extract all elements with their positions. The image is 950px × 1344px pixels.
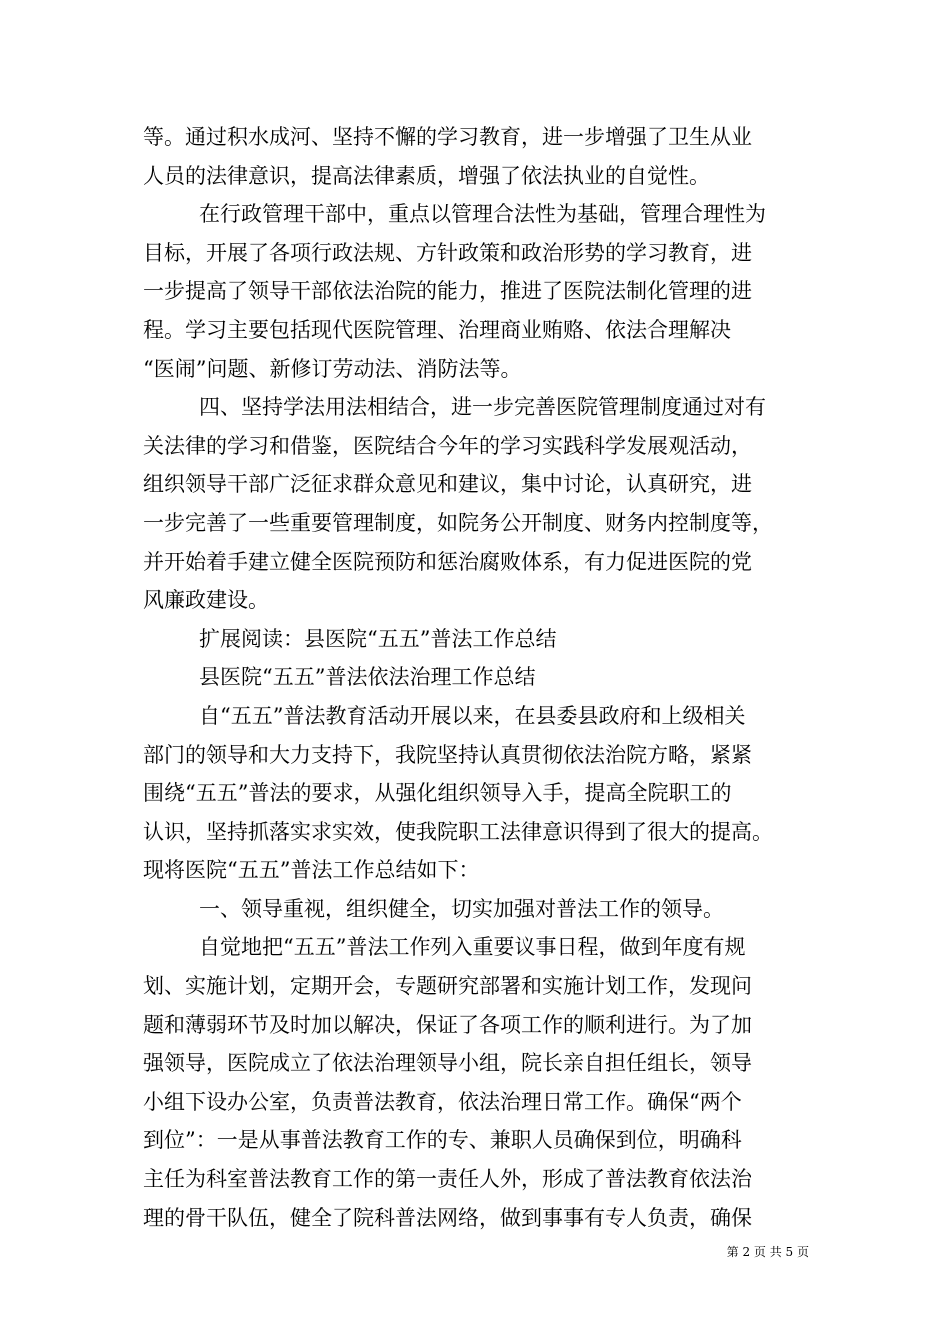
document-body xyxy=(143,118,808,1237)
text-line: 强领导，医院成立了依法治理领导小组，院长亲自担任组长，领导 xyxy=(143,1051,752,1076)
text-line: 关法律的学习和借鉴，医院结合今年的学习实践科学发展观活动， xyxy=(143,433,752,458)
text-line: 主任为科室普法教育工作的第一责任人外，形成了普法教育依法治 xyxy=(143,1167,752,1192)
text-line: 目标，开展了各项行政法规、方针政策和政治形势的学习教育，进 xyxy=(143,240,752,265)
extended-reading-heading: 扩展阅读：县医院“五五”普法工作总结 xyxy=(199,626,557,651)
text-line: 一步完善了一些重要管理制度，如院务公开制度、财务内控制度等， xyxy=(143,510,773,535)
text-line: 小组下设办公室，负责普法教育，依法治理日常工作。确保“两个 xyxy=(143,1089,742,1114)
section-title: 县医院“五五”普法依法治理工作总结 xyxy=(199,665,536,690)
page-number-footer: 第 2 页 共 5 页 xyxy=(726,1245,809,1259)
text-line: 现将医院“五五”普法工作总结如下： xyxy=(143,858,480,883)
text-line: 组织领导干部广泛征求群众意见和建议，集中讨论，认真研究，进 xyxy=(143,472,752,497)
text-line: 划、实施计划，定期开会，专题研究部署和实施计划工作，发现问 xyxy=(143,974,752,999)
paragraph-start-line: 自“五五”普法教育活动开展以来，在县委县政府和上级相关 xyxy=(199,703,746,728)
text-line: 人员的法律意识，提高法律素质，增强了依法执业的自觉性。 xyxy=(143,163,710,188)
text-line: 风廉政建设。 xyxy=(143,588,269,613)
subsection-heading: 一、领导重视，组织健全，切实加强对普法工作的领导。 xyxy=(199,896,724,921)
text-line: 并开始着手建立健全医院预防和惩治腐败体系，有力促进医院的党 xyxy=(143,549,752,574)
text-line: 理的骨干队伍，健全了院科普法网络，做到事事有专人负责，确保 xyxy=(143,1205,752,1230)
text-line: 到位”：一是从事普法教育工作的专、兼职人员确保到位，明确科 xyxy=(143,1128,742,1153)
text-line: 等。通过积水成河、坚持不懈的学习教育，进一步增强了卫生从业 xyxy=(143,125,752,149)
text-line: 题和薄弱环节及时加以解决，保证了各项工作的顺利进行。为了加 xyxy=(143,1012,752,1037)
text-line: 部门的领导和大力支持下，我院坚持认真贯彻依法治院方略，紧紧 xyxy=(143,742,752,767)
text-line: 认识，坚持抓落实求实效，使我院职工法律意识得到了很大的提高。 xyxy=(143,819,773,844)
text-line: 程。学习主要包括现代医院管理、治理商业贿赂、依法合理解决 xyxy=(143,317,731,342)
paragraph-start-line: 四、坚持学法用法相结合，进一步完善医院管理制度通过对有 xyxy=(199,395,766,420)
paragraph-start-line: 自觉地把“五五”普法工作列入重要议事日程，做到年度有规 xyxy=(199,935,746,960)
text-line: 围绕“五五”普法的要求，从强化组织领导入手，提高全院职工的 xyxy=(143,781,732,806)
text-line: “医闹”问题、新修订劳动法、消防法等。 xyxy=(143,356,522,381)
paragraph-start-line: 在行政管理干部中，重点以管理合法性为基础，管理合理性为 xyxy=(199,202,766,227)
text-line: 一步提高了领导干部依法治院的能力，推进了医院法制化管理的进 xyxy=(143,279,752,304)
